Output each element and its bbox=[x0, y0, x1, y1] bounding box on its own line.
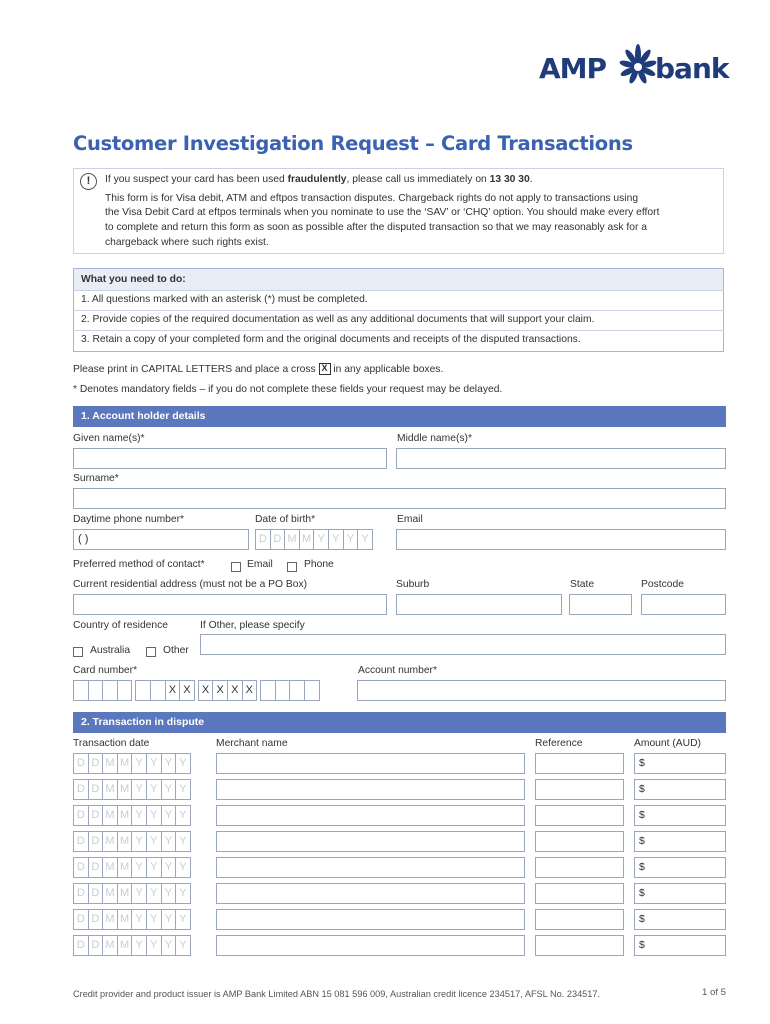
date-cell[interactable]: Y bbox=[161, 753, 177, 774]
card-cell[interactable] bbox=[88, 680, 104, 701]
date-cell[interactable]: M bbox=[102, 831, 118, 852]
reference-field[interactable] bbox=[535, 909, 624, 930]
card-cell[interactable] bbox=[117, 680, 133, 701]
date-cell[interactable]: Y bbox=[175, 831, 191, 852]
date-cell[interactable]: Y bbox=[175, 779, 191, 800]
date-cell[interactable]: Y bbox=[161, 779, 177, 800]
transaction-date-field[interactable] bbox=[73, 779, 190, 800]
email-option-label: Email bbox=[247, 559, 273, 570]
merchant-name-field[interactable] bbox=[216, 805, 525, 826]
other-checkbox[interactable] bbox=[146, 644, 156, 662]
divider bbox=[73, 330, 724, 331]
merchant-name-field[interactable] bbox=[216, 779, 525, 800]
transaction-date-field[interactable] bbox=[73, 857, 190, 878]
date-cell[interactable]: M bbox=[117, 831, 133, 852]
date-cell[interactable]: Y bbox=[131, 857, 147, 878]
col-amount: Amount (AUD) bbox=[634, 738, 701, 749]
transaction-date-field[interactable] bbox=[73, 805, 190, 826]
amount-field[interactable]: $ bbox=[634, 753, 726, 774]
merchant-name-field[interactable] bbox=[216, 909, 525, 930]
date-cell[interactable]: D bbox=[73, 779, 89, 800]
date-cell[interactable]: Y bbox=[131, 753, 147, 774]
other-country-field[interactable] bbox=[200, 634, 726, 655]
date-cell[interactable]: Y bbox=[175, 753, 191, 774]
date-cell[interactable]: D bbox=[88, 779, 104, 800]
date-cell[interactable]: D bbox=[270, 529, 286, 550]
info-line-2: This form is for Visa debit, ATM and eftpos transaction disputes. Chargeback rights do not apply to transactions using bbox=[105, 193, 639, 204]
date-cell[interactable]: M bbox=[117, 883, 133, 904]
logo-amp-text: AMP bbox=[539, 52, 607, 85]
date-cell[interactable]: M bbox=[117, 909, 133, 930]
date-cell[interactable]: Y bbox=[175, 805, 191, 826]
card-cell[interactable] bbox=[135, 680, 151, 701]
transaction-date-field[interactable] bbox=[73, 831, 190, 852]
date-cell[interactable]: Y bbox=[131, 935, 147, 956]
section-2-header: 2. Transaction in dispute bbox=[73, 712, 726, 733]
date-cell[interactable]: Y bbox=[131, 909, 147, 930]
need-heading: What you need to do: bbox=[81, 274, 186, 285]
date-cell[interactable]: D bbox=[73, 883, 89, 904]
dob-label: Date of birth* bbox=[255, 514, 316, 525]
dob-field[interactable] bbox=[255, 529, 372, 550]
date-cell[interactable]: M bbox=[102, 857, 118, 878]
date-cell[interactable]: Y bbox=[146, 831, 162, 852]
merchant-name-field[interactable] bbox=[216, 831, 525, 852]
email-field[interactable] bbox=[396, 529, 726, 550]
date-cell[interactable]: Y bbox=[175, 909, 191, 930]
date-cell[interactable]: Y bbox=[146, 779, 162, 800]
reference-field[interactable] bbox=[535, 935, 624, 956]
info-line-5: chargeback where such rights exist. bbox=[105, 237, 269, 248]
date-cell[interactable]: D bbox=[88, 909, 104, 930]
australia-option-label: Australia bbox=[90, 645, 131, 656]
date-cell[interactable]: M bbox=[117, 805, 133, 826]
date-cell[interactable]: M bbox=[102, 883, 118, 904]
logo-bank-text: bank bbox=[655, 52, 729, 85]
card-cell[interactable] bbox=[150, 680, 166, 701]
date-cell[interactable]: Y bbox=[131, 779, 147, 800]
date-cell[interactable]: M bbox=[117, 779, 133, 800]
country-label: Country of residence bbox=[73, 620, 169, 631]
suburb-label: Suburb bbox=[396, 579, 430, 590]
phone-option-label: Phone bbox=[304, 559, 334, 570]
transaction-date-field[interactable] bbox=[73, 753, 190, 774]
card-number-field[interactable] bbox=[73, 680, 319, 701]
date-cell[interactable]: Y bbox=[161, 909, 177, 930]
date-cell[interactable]: D bbox=[88, 857, 104, 878]
card-cell-masked: X bbox=[165, 680, 181, 701]
date-cell[interactable]: D bbox=[88, 805, 104, 826]
middle-names-field[interactable] bbox=[396, 448, 726, 469]
phone-checkbox[interactable] bbox=[287, 559, 297, 577]
example-cross-box: X bbox=[319, 363, 331, 375]
date-cell[interactable]: Y bbox=[131, 831, 147, 852]
date-cell[interactable]: M bbox=[284, 529, 300, 550]
amount-field[interactable]: $ bbox=[634, 909, 726, 930]
date-cell[interactable]: D bbox=[88, 831, 104, 852]
card-number-label: Card number* bbox=[73, 665, 138, 676]
address-field[interactable] bbox=[73, 594, 387, 615]
state-label: State bbox=[570, 579, 595, 590]
card-cell[interactable] bbox=[289, 680, 305, 701]
date-cell[interactable]: Y bbox=[161, 883, 177, 904]
card-cell-masked: X bbox=[198, 680, 214, 701]
date-cell[interactable]: Y bbox=[146, 753, 162, 774]
australia-checkbox[interactable] bbox=[73, 644, 83, 662]
account-number-label: Account number* bbox=[358, 665, 437, 676]
date-cell[interactable]: Y bbox=[161, 935, 177, 956]
date-cell[interactable]: M bbox=[102, 909, 118, 930]
date-cell[interactable]: Y bbox=[146, 883, 162, 904]
info-line-1: If you suspect your card has been used fraudulently, please call us immediately on 13 30 30. bbox=[105, 174, 533, 185]
date-cell[interactable]: Y bbox=[146, 857, 162, 878]
amp-bank-logo bbox=[539, 40, 729, 90]
amount-field[interactable]: $ bbox=[634, 883, 726, 904]
amount-field[interactable]: $ bbox=[634, 857, 726, 878]
date-cell[interactable]: D bbox=[73, 857, 89, 878]
middle-names-label: Middle name(s)* bbox=[397, 433, 472, 444]
instructions-line-1: Please print in CAPITAL LETTERS and place a cross X in any applicable boxes. bbox=[73, 363, 444, 375]
need-item-3: 3. Retain a copy of your completed form and the original documents and receipts of the disputed transactions. bbox=[81, 334, 581, 345]
reference-field[interactable] bbox=[535, 805, 624, 826]
card-cell[interactable] bbox=[260, 680, 276, 701]
date-cell[interactable]: D bbox=[73, 909, 89, 930]
date-cell[interactable]: Y bbox=[313, 529, 329, 550]
date-cell[interactable]: Y bbox=[146, 935, 162, 956]
account-number-field[interactable] bbox=[357, 680, 726, 701]
card-cell[interactable] bbox=[275, 680, 291, 701]
card-cell-masked: X bbox=[242, 680, 258, 701]
date-cell[interactable]: D bbox=[73, 831, 89, 852]
date-cell[interactable]: D bbox=[73, 805, 89, 826]
transaction-date-field[interactable] bbox=[73, 909, 190, 930]
surname-field[interactable] bbox=[73, 488, 726, 509]
footer-text: Credit provider and product issuer is AMP Bank Limited ABN 15 081 596 009, Australian credit licence 234517, AFSL No. 234517. bbox=[73, 989, 601, 999]
email-checkbox[interactable] bbox=[231, 559, 241, 577]
reference-field[interactable] bbox=[535, 753, 624, 774]
postcode-label: Postcode bbox=[641, 579, 684, 590]
divider bbox=[73, 310, 724, 311]
transaction-date-field[interactable] bbox=[73, 883, 190, 904]
date-cell[interactable]: M bbox=[117, 753, 133, 774]
col-reference: Reference bbox=[535, 738, 583, 749]
card-cell-masked: X bbox=[179, 680, 195, 701]
alert-icon: ! bbox=[80, 173, 97, 190]
card-cell-masked: X bbox=[227, 680, 243, 701]
reference-field[interactable] bbox=[535, 779, 624, 800]
page-title: Customer Investigation Request – Card Transactions bbox=[73, 132, 633, 155]
daytime-phone-field[interactable]: ( ) bbox=[73, 529, 249, 550]
date-cell[interactable]: Y bbox=[161, 805, 177, 826]
date-cell[interactable]: M bbox=[102, 753, 118, 774]
if-other-label: If Other, please specify bbox=[200, 620, 305, 631]
date-cell[interactable]: Y bbox=[175, 883, 191, 904]
date-cell[interactable]: M bbox=[117, 857, 133, 878]
suburb-field[interactable] bbox=[396, 594, 562, 615]
postcode-field[interactable] bbox=[641, 594, 726, 615]
preferred-contact-label: Preferred method of contact* bbox=[73, 559, 205, 570]
address-label: Current residential address (must not be a PO Box) bbox=[73, 579, 308, 590]
transaction-date-field[interactable] bbox=[73, 935, 190, 956]
date-cell[interactable]: D bbox=[73, 935, 89, 956]
col-transaction-date: Transaction date bbox=[73, 738, 150, 749]
date-cell[interactable]: Y bbox=[131, 883, 147, 904]
daytime-phone-label: Daytime phone number* bbox=[73, 514, 185, 525]
info-line-4: to complete and return this form as soon as possible after the disputed transaction so that we may reasonably ask for a bbox=[105, 222, 648, 233]
reference-field[interactable] bbox=[535, 831, 624, 852]
amount-field[interactable]: $ bbox=[634, 779, 726, 800]
info-line-3: the Visa Debit Card at eftpos terminals when you nominate to use the ‘SAV’ or ‘CHQ’ option. You should make every effort bbox=[105, 207, 660, 218]
card-cell[interactable] bbox=[102, 680, 118, 701]
merchant-name-field[interactable] bbox=[216, 935, 525, 956]
page-number: 1 of 5 bbox=[701, 987, 726, 998]
merchant-name-field[interactable] bbox=[216, 857, 525, 878]
email-label: Email bbox=[397, 514, 423, 525]
date-cell[interactable]: Y bbox=[161, 857, 177, 878]
date-cell[interactable]: Y bbox=[146, 909, 162, 930]
reference-field[interactable] bbox=[535, 857, 624, 878]
divider bbox=[73, 290, 724, 291]
amount-field[interactable]: $ bbox=[634, 935, 726, 956]
date-cell[interactable]: D bbox=[88, 753, 104, 774]
amp-flower-icon bbox=[618, 40, 658, 90]
need-item-1: 1. All questions marked with an asterisk (*) must be completed. bbox=[81, 294, 368, 305]
date-cell[interactable]: M bbox=[102, 935, 118, 956]
date-cell[interactable]: M bbox=[117, 935, 133, 956]
reference-field[interactable] bbox=[535, 883, 624, 904]
given-names-label: Given name(s)* bbox=[73, 433, 145, 444]
col-merchant-name: Merchant name bbox=[216, 738, 288, 749]
merchant-name-field[interactable] bbox=[216, 883, 525, 904]
state-field[interactable] bbox=[569, 594, 632, 615]
date-cell[interactable]: M bbox=[102, 779, 118, 800]
card-cell-masked: X bbox=[212, 680, 228, 701]
date-cell[interactable]: D bbox=[88, 883, 104, 904]
section-1-header: 1. Account holder details bbox=[73, 406, 726, 427]
date-cell[interactable]: Y bbox=[146, 805, 162, 826]
date-cell[interactable]: D bbox=[73, 753, 89, 774]
date-cell[interactable]: Y bbox=[175, 935, 191, 956]
date-cell[interactable]: Y bbox=[328, 529, 344, 550]
other-option-label: Other bbox=[163, 645, 189, 656]
date-cell[interactable]: M bbox=[102, 805, 118, 826]
date-cell[interactable]: D bbox=[88, 935, 104, 956]
card-cell[interactable] bbox=[73, 680, 89, 701]
date-cell[interactable]: Y bbox=[357, 529, 373, 550]
date-cell[interactable]: Y bbox=[131, 805, 147, 826]
need-item-2: 2. Provide copies of the required documentation as well as any additional documents that will support your claim. bbox=[81, 314, 595, 325]
merchant-name-field[interactable] bbox=[216, 753, 525, 774]
surname-label: Surname* bbox=[73, 473, 119, 484]
instructions-line-2: * Denotes mandatory fields – if you do not complete these fields your request may be delayed. bbox=[73, 384, 503, 395]
given-names-field[interactable] bbox=[73, 448, 387, 469]
amount-field[interactable]: $ bbox=[634, 831, 726, 852]
card-cell[interactable] bbox=[304, 680, 320, 701]
date-cell[interactable]: D bbox=[255, 529, 271, 550]
date-cell[interactable]: Y bbox=[175, 857, 191, 878]
date-cell[interactable]: Y bbox=[343, 529, 359, 550]
date-cell[interactable]: Y bbox=[161, 831, 177, 852]
amount-field[interactable]: $ bbox=[634, 805, 726, 826]
date-cell[interactable]: M bbox=[299, 529, 315, 550]
